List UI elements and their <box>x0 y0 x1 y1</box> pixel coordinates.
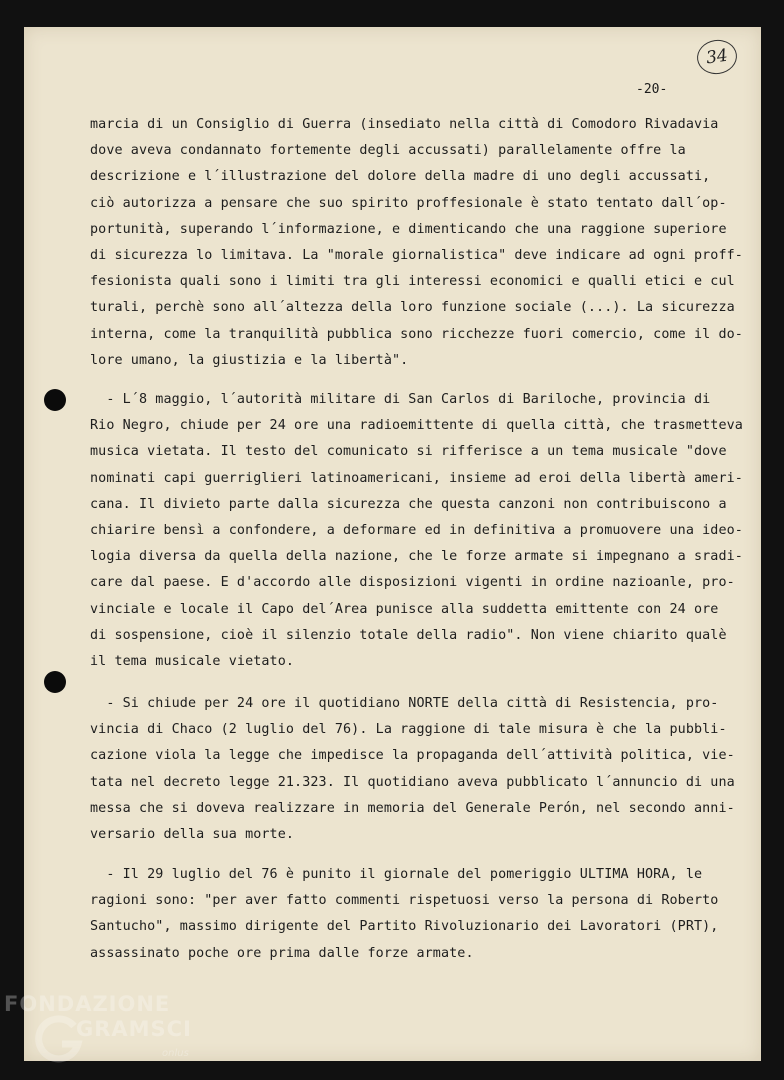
punch-hole <box>44 671 66 693</box>
text-line: cazione viola la legge che impedisce la propaganda dell´attività politica, vie- <box>90 748 735 764</box>
text-line: - L´8 maggio, l´autorità militare di San Carlos di Bariloche, provincia di <box>90 392 711 407</box>
text-line: fesionista quali sono i limiti tra gli interessi economici e qualli etici e cul <box>90 274 735 290</box>
page-number: -20- <box>636 82 668 97</box>
paragraph <box>90 387 743 675</box>
watermark-line2: GRAMSCI <box>76 1017 192 1041</box>
text-line: nominati capi guerriglieri latinoamericani, insieme ad eroi della libertà ameri- <box>90 470 743 486</box>
text-line: tata nel decreto legge 21.323. Il quotidiano aveva pubblicato l´annuncio di una <box>90 774 735 790</box>
text-line: di sicurezza lo limitava. La "morale giornalistica" deve indicare ad ogni proff- <box>90 247 743 263</box>
text-line: messa che si doveva realizzare in memoria del Generale Perón, nel secondo anni- <box>90 800 735 816</box>
paragraph <box>90 112 743 374</box>
text-line: turali, perchè sono all´altezza della loro funzione sociale (...). La sicurezza <box>90 300 735 316</box>
text-line: portunità, superando l´informazione, e dimenticando che una raggione superiore <box>90 221 727 237</box>
text-line: descrizione e l´illustrazione del dolore della madre di uno degli accussati, <box>90 169 711 185</box>
text-line: logia diversa da quella della nazione, che le forze armate si impegnano a sradi- <box>90 549 743 565</box>
text-line: cana. Il divieto parte dalla sicurezza che questa canzoni non contribuiscono a <box>90 496 727 512</box>
text-line: interna, come la tranquilità pubblica sono ricchezze fuori comercio, come il do- <box>90 326 743 342</box>
archive-number-stamp: 34 <box>695 37 739 76</box>
text-line: care dal paese. E d'accordo alle disposizioni vigenti in ordine nazioanle, pro- <box>90 575 735 591</box>
text-line: vinciale e locale il Capo del´Area punisce alla suddetta emittente con 24 ore <box>90 601 719 617</box>
text-line: Rio Negro, chiude per 24 ore una radioemittente di quella città, che trasmetteva <box>90 418 743 434</box>
text-line: assassinato poche ore prima dalle forze armate. <box>90 945 474 961</box>
text-line: lore umano, la giustizia e la libertà". <box>90 352 409 368</box>
text-line: chiarire bensì a confondere, a deformare ed in definitiva a promuovere una ideo- <box>90 522 743 538</box>
text-line: di sospensione, cioè il silenzio totale della radio". Non viene chiarito qualè <box>90 627 727 643</box>
text-line: musica vietata. Il testo del comunicato si rifferisce a un tema musicale "dove <box>90 444 727 460</box>
text-line: marcia di un Consiglio di Guerra (insediato nella città di Comodoro Rivadavia <box>90 117 719 132</box>
paragraph <box>90 862 730 967</box>
text-line: versario della sua morte. <box>90 826 295 842</box>
text-line: - Si chiude per 24 ore il quotidiano NORTE della città di Resistencia, pro- <box>90 696 719 711</box>
paragraph <box>90 691 735 848</box>
text-line: ragioni sono: "per aver fatto commenti rispetuosi verso la persona di Roberto <box>90 893 719 909</box>
watermark-line3: onlus <box>162 1048 189 1059</box>
text-line: vincia di Chaco (2 luglio del 76). La raggione di tale misura è che la pubbli- <box>90 722 727 738</box>
fondazione-gramsci-watermark <box>4 992 204 1072</box>
text-line: - Il 29 luglio del 76 è punito il giornale del pomeriggio ULTIMA HORA, le <box>90 867 703 882</box>
text-line: il tema musicale vietato. <box>90 653 295 669</box>
watermark-line1: FONDAZIONE <box>4 992 171 1016</box>
text-line: dove aveva condannato fortemente degli accussati) parallelamente offre la <box>90 143 686 159</box>
text-line: Santucho", massimo dirigente del Partito Rivoluzionario dei Lavoratori (PRT), <box>90 919 719 935</box>
punch-hole <box>44 389 66 411</box>
text-line: ciò autorizza a pensare che suo spirito proffesionale è stato tentato dall´op- <box>90 195 727 211</box>
